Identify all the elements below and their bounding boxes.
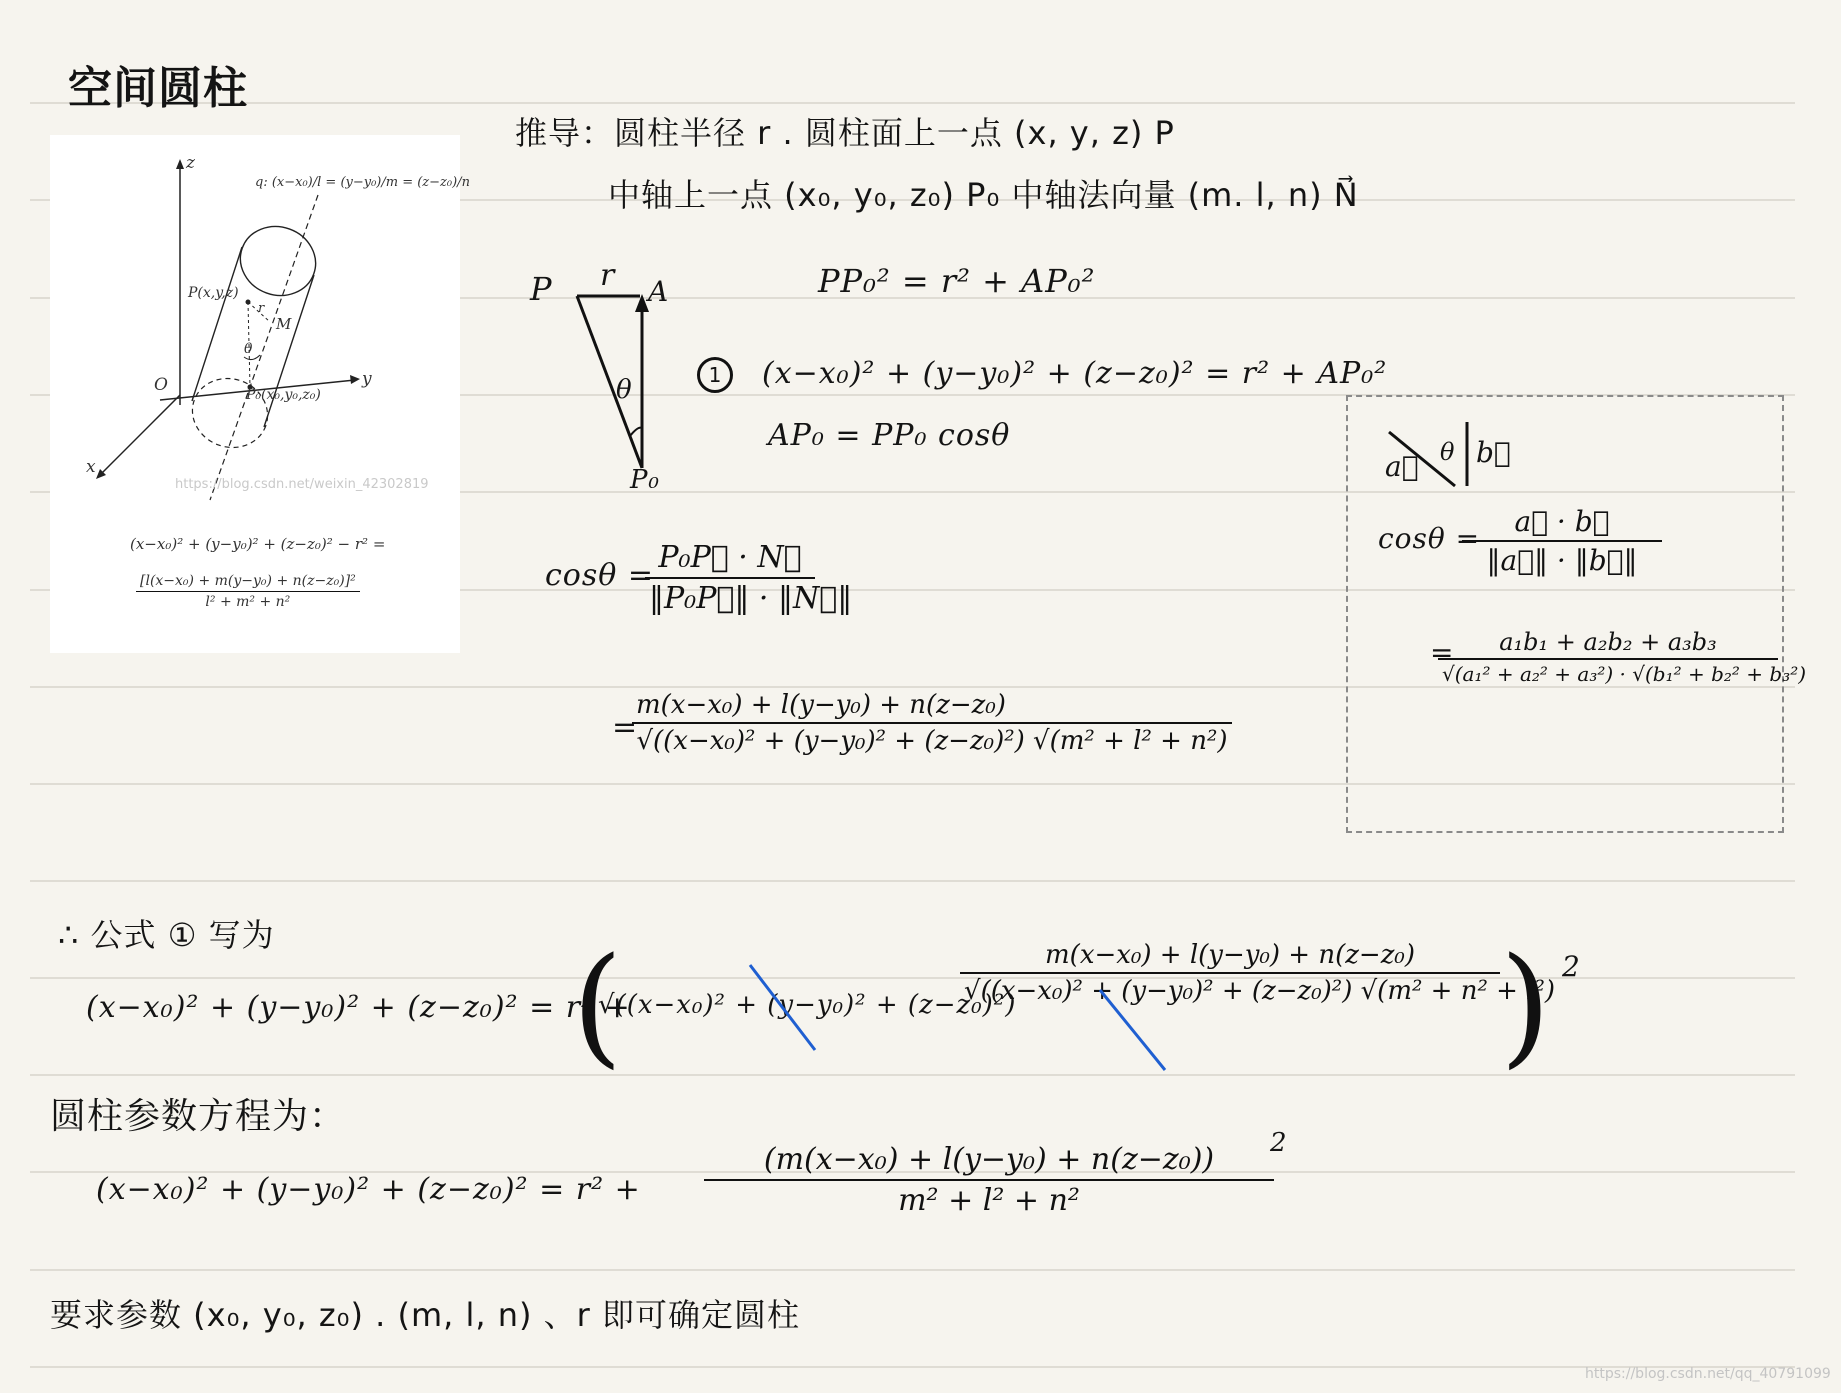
figure-formula-1: (x−x₀)² + (y−y₀)² + (z−z₀)² − r² = bbox=[130, 535, 386, 553]
line-equation: q: (x−x₀)/l = (y−y₀)/m = (z−z₀)/n bbox=[255, 175, 470, 190]
derivation-line-2: 中轴上一点 (x₀, y₀, z₀) P₀ 中轴法向量 (m. l, n) N⃗ bbox=[608, 176, 1359, 214]
combined-big-paren-close: ) bbox=[1500, 929, 1551, 1081]
figure-formula-2-den: l² + m² + n² bbox=[205, 594, 291, 610]
cos-theta-numerator: P₀P⃗ · N⃗ bbox=[645, 538, 815, 579]
triangle-theta-label: θ bbox=[616, 375, 633, 405]
final-fraction-den: m² + l² + n² bbox=[898, 1183, 1080, 1218]
aside-fraction-1-num: a⃗ · b⃗ bbox=[1462, 503, 1662, 542]
cos-theta-equals-2: = bbox=[612, 710, 639, 745]
origin-label: O bbox=[154, 375, 168, 395]
combined-power: 2 bbox=[1562, 950, 1581, 983]
final-equation-lhs: (x−x₀)² + (y−y₀)² + (z−z₀)² = r² + bbox=[96, 1172, 641, 1207]
final-fraction-num: (m(x−x₀) + l(y−y₀) + n(z−z₀)) bbox=[704, 1140, 1274, 1181]
cancel-stroke-2 bbox=[1095, 985, 1175, 1085]
aside-equals: = bbox=[1430, 636, 1455, 669]
cos-theta-expanded-denominator: √((x−x₀)² + (y−y₀)² + (z−z₀)²) √(m² + l² + n²) bbox=[636, 726, 1228, 756]
vector-b-label: b⃗ bbox=[1476, 436, 1512, 469]
figure-watermark: https://blog.csdn.net/weixin_42302819 bbox=[175, 477, 429, 492]
aside-cos-label: cosθ = bbox=[1378, 522, 1481, 555]
requirement-line: 要求参数 (x₀, y₀, z₀) . (m, l, n) 、r 即可确定圆柱 bbox=[50, 1296, 801, 1334]
derivation-line-1: 推导：圆柱半径 r . 圆柱面上一点 (x, y, z) P bbox=[515, 114, 1175, 152]
cos-theta-label: cosθ = bbox=[545, 558, 654, 593]
cancel-stroke-1 bbox=[745, 960, 825, 1060]
point-m-label: M bbox=[276, 315, 292, 333]
aside-fraction-1-den: ‖a⃗‖ · ‖b⃗‖ bbox=[1486, 544, 1638, 577]
radius-label: r bbox=[258, 301, 265, 316]
vector-theta-label: θ bbox=[1440, 438, 1456, 466]
figure-formula-2-num: [l(x−x₀) + m(y−y₀) + n(z−z₀)]² bbox=[136, 571, 360, 592]
page-watermark: https://blog.csdn.net/qq_40791099 bbox=[1585, 1366, 1831, 1382]
combined-fraction-num: m(x−x₀) + l(y−y₀) + n(z−z₀) bbox=[960, 938, 1500, 974]
aside-fraction-2-num: a₁b₁ + a₂b₂ + a₃b₃ bbox=[1438, 626, 1778, 660]
cos-theta-expanded-numerator: m(x−x₀) + l(y−y₀) + n(z−z₀) bbox=[632, 688, 1232, 724]
triangle-p0-label: P₀ bbox=[630, 465, 660, 495]
final-fraction bbox=[704, 1140, 1274, 1220]
aside-fraction-1 bbox=[1462, 503, 1662, 579]
param-heading: 圆柱参数方程为： bbox=[50, 1096, 347, 1137]
point-p0-label: P₀(x₀,y₀,z₀) bbox=[246, 387, 321, 403]
vector-a-label: a⃗ bbox=[1385, 450, 1420, 483]
figure-formula-2 bbox=[136, 571, 360, 612]
axis-y-label: y bbox=[362, 369, 372, 389]
combined-big-paren-open: ( bbox=[572, 929, 623, 1081]
equation-pp0: PP₀² = r² + AP₀² bbox=[818, 262, 1096, 300]
cos-theta-fraction bbox=[645, 538, 853, 618]
triangle-r-label: r bbox=[600, 258, 616, 293]
circled-one-text: 1 bbox=[708, 363, 722, 387]
combined-sqrt-term: √((x−x₀)² + (y−y₀)² + (z−z₀)²) bbox=[598, 990, 1017, 1020]
cos-theta-expanded-fraction bbox=[632, 688, 1232, 758]
equation-1: (x−x₀)² + (y−y₀)² + (z−z₀)² = r² + AP₀² bbox=[762, 356, 1388, 391]
combined-equation-lhs: (x−x₀)² + (y−y₀)² + (z−z₀)² = r² + bbox=[86, 990, 631, 1025]
point-p-label: P(x,y,z) bbox=[188, 285, 239, 301]
final-power: 2 bbox=[1270, 1128, 1288, 1158]
axis-x-label: x bbox=[86, 457, 96, 477]
triangle-p-label: P bbox=[530, 270, 553, 308]
circled-one bbox=[697, 357, 733, 393]
axis-z-label: z bbox=[186, 153, 195, 173]
aside-fraction-2-den: √(a₁² + a₂² + a₃²) · √(b₁² + b₂² + b₃²) bbox=[1442, 662, 1807, 686]
cos-theta-denominator: ‖P₀P⃗‖ · ‖N⃗‖ bbox=[649, 581, 853, 616]
combined-fraction-den: √((x−x₀)² + (y−y₀)² + (z−z₀)²) √(m² + n² + l²) bbox=[964, 976, 1556, 1006]
aside-fraction-2 bbox=[1438, 626, 1807, 688]
theta-label: θ bbox=[244, 341, 253, 357]
triangle-a-label: A bbox=[648, 275, 670, 308]
equation-ap0: AP₀ = PP₀ cosθ bbox=[768, 418, 1011, 453]
therefore-line: ∴ 公式 ① 写为 bbox=[58, 916, 275, 954]
combined-fraction bbox=[960, 938, 1556, 1008]
cylinder-figure bbox=[50, 135, 470, 653]
page-title: 空间圆柱 bbox=[68, 63, 248, 114]
